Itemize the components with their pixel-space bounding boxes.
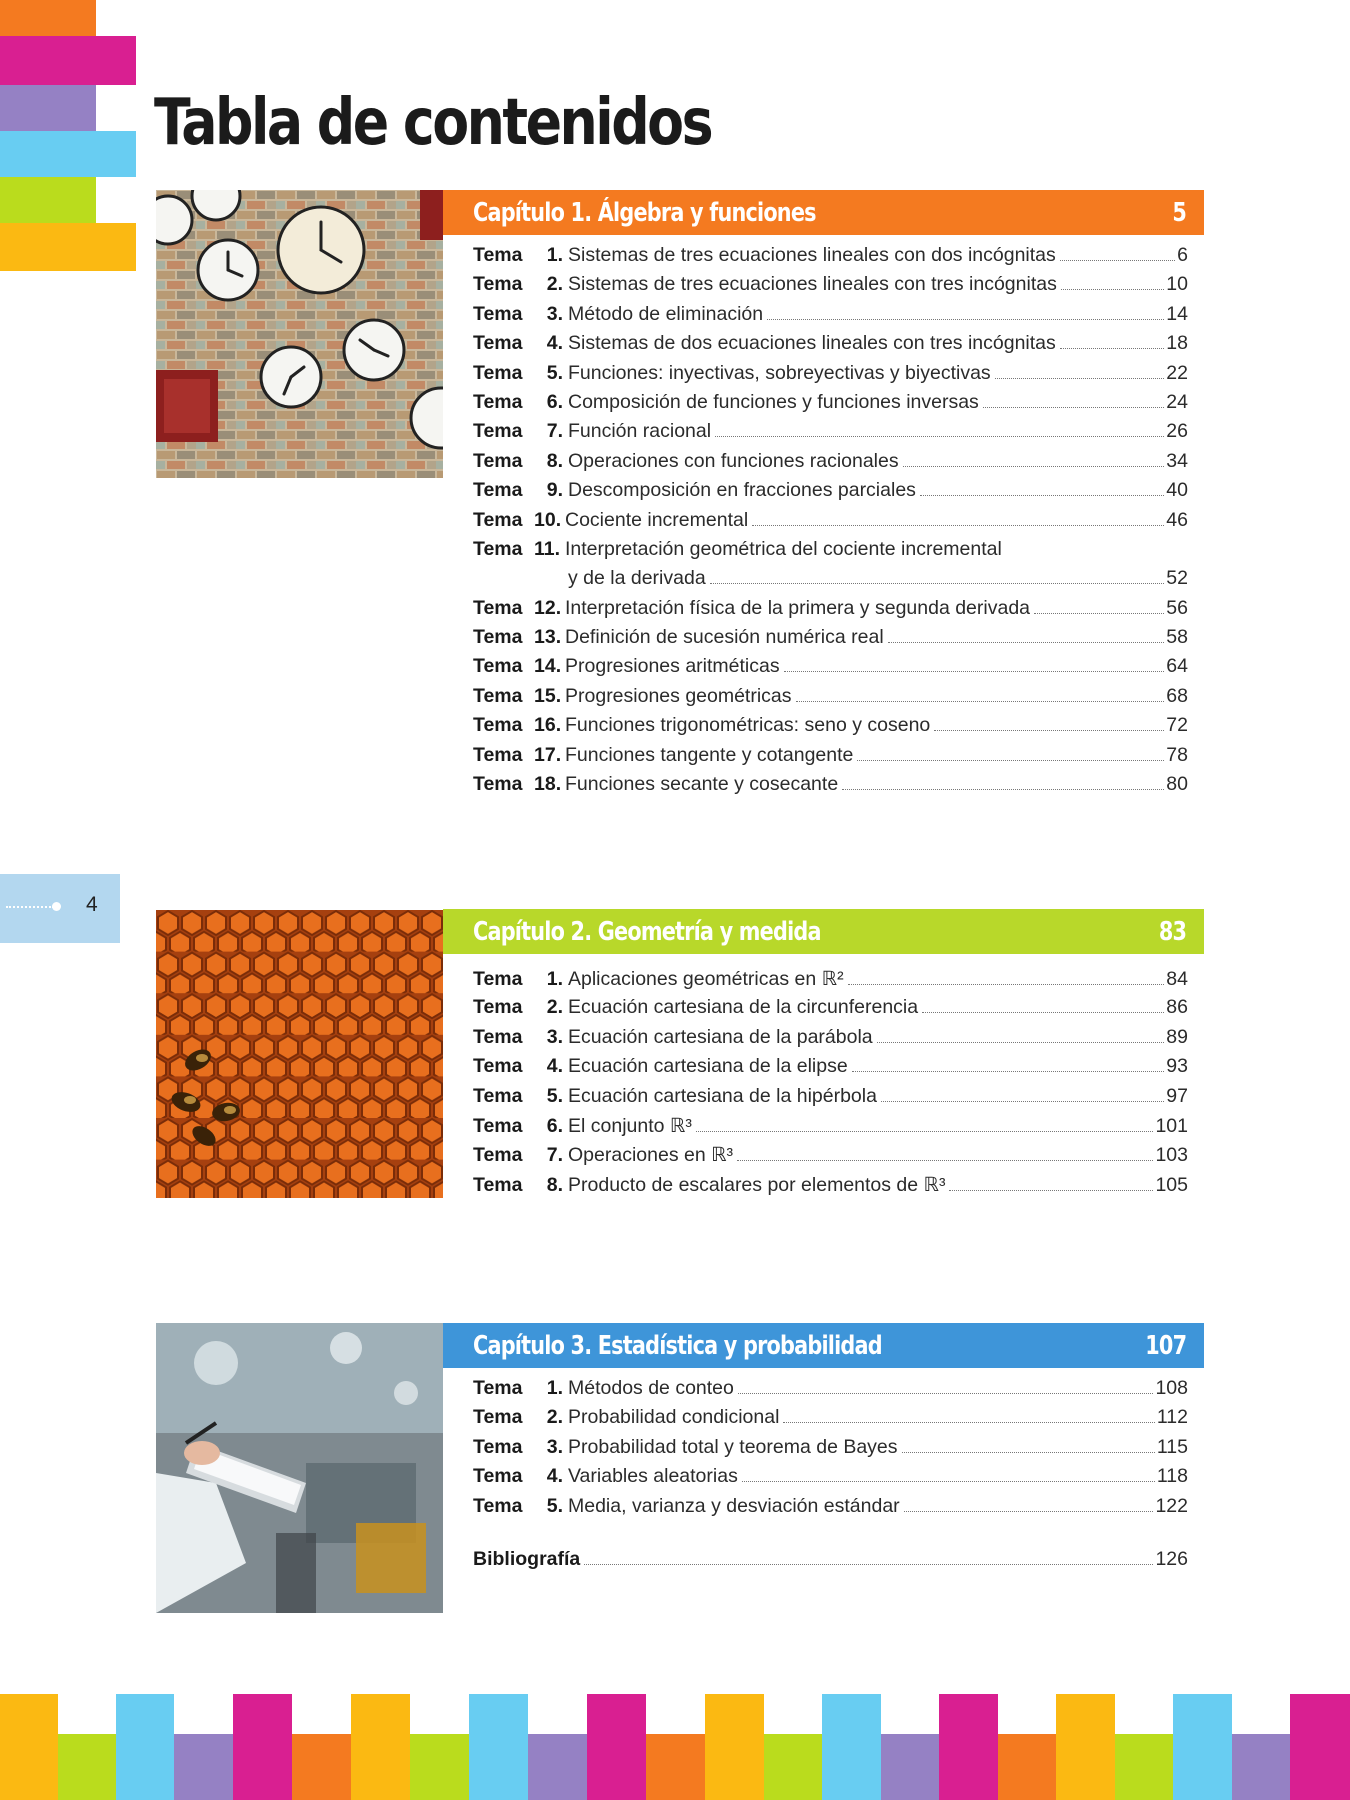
entry-title: El conjunto ℝ³ bbox=[568, 1114, 692, 1137]
entry-title: Ecuación cartesiana de la parábola bbox=[568, 1025, 873, 1048]
dot-leader bbox=[1060, 260, 1175, 261]
dot-leader bbox=[784, 671, 1165, 672]
entry-page: 118 bbox=[1156, 1465, 1188, 1488]
entry-number: 2. bbox=[546, 996, 563, 1019]
dot-leader bbox=[852, 1071, 1165, 1072]
entry-label: Tema bbox=[473, 390, 523, 413]
bibliography-label: Bibliografía bbox=[473, 1547, 581, 1570]
toc-entry[interactable] bbox=[473, 1114, 1188, 1143]
entry-number: 3. bbox=[546, 1025, 563, 1048]
person-writing-clipboard-photo bbox=[156, 1323, 443, 1613]
entry-label: Tema bbox=[473, 996, 523, 1019]
entry-title-continuation: y de la derivada bbox=[568, 567, 706, 590]
dot-leader bbox=[696, 1131, 1154, 1132]
entry-number: 9. bbox=[546, 479, 563, 502]
entry-title: Cociente incremental bbox=[565, 508, 749, 531]
entry-label: Tema bbox=[473, 1084, 523, 1107]
dot-leader bbox=[767, 319, 1164, 320]
wall-clocks-photo bbox=[156, 190, 443, 478]
entry-page: 101 bbox=[1155, 1114, 1188, 1137]
decor-stripe-lime bbox=[0, 177, 96, 223]
dot-leader bbox=[710, 583, 1165, 584]
entry-page: 18 bbox=[1166, 332, 1188, 355]
page-number-tab bbox=[0, 874, 120, 943]
entry-title: Ecuación cartesiana de la hipérbola bbox=[568, 1084, 877, 1107]
dot-leader bbox=[737, 1160, 1153, 1161]
page-number: 4 bbox=[86, 893, 98, 916]
toc-entry[interactable] bbox=[473, 450, 1188, 479]
dot-leader bbox=[877, 1042, 1165, 1043]
entry-label: Tema bbox=[473, 743, 523, 766]
toc-entry[interactable] bbox=[473, 744, 1188, 773]
bottom-block bbox=[292, 1734, 351, 1800]
honeycomb-bees-photo bbox=[156, 910, 443, 1198]
entry-number: 2. bbox=[546, 273, 563, 296]
entry-page: 86 bbox=[1166, 996, 1188, 1019]
dot-leader bbox=[949, 1190, 1153, 1191]
entry-label: Tema bbox=[473, 968, 523, 990]
toc-entry[interactable] bbox=[473, 1406, 1188, 1435]
entry-number: 6. bbox=[546, 390, 563, 413]
toc-entry[interactable] bbox=[473, 303, 1188, 332]
entry-page: 97 bbox=[1166, 1084, 1188, 1107]
dot-leader bbox=[796, 701, 1165, 702]
entry-page: 6 bbox=[1177, 244, 1188, 266]
entry-label: Tema bbox=[473, 1406, 523, 1429]
entry-title: Sistemas de tres ecuaciones lineales con tres incógnitas bbox=[568, 273, 1057, 296]
dot-leader bbox=[738, 1393, 1154, 1394]
page-tab-dotted-line bbox=[6, 906, 54, 908]
entry-page: 122 bbox=[1155, 1494, 1188, 1517]
entry-number: 5. bbox=[546, 1494, 563, 1517]
toc-entry[interactable] bbox=[473, 1143, 1188, 1172]
toc-entry[interactable] bbox=[473, 538, 1188, 567]
entry-label: Tema bbox=[473, 1377, 523, 1399]
chapter-1-header[interactable] bbox=[443, 190, 1204, 235]
bottom-block bbox=[646, 1734, 705, 1800]
chapter-page: 5 bbox=[1172, 197, 1186, 228]
entry-number: 11. bbox=[534, 537, 561, 560]
toc-entry[interactable] bbox=[473, 509, 1188, 538]
entry-number: 1. bbox=[546, 1377, 563, 1399]
entry-page: 72 bbox=[1166, 714, 1188, 737]
toc-entry[interactable] bbox=[473, 714, 1188, 743]
entry-title: Media, varianza y desviación estándar bbox=[568, 1494, 900, 1517]
entry-label: Tema bbox=[473, 596, 523, 619]
chapter-page: 83 bbox=[1158, 916, 1186, 947]
dot-leader bbox=[904, 1511, 1154, 1512]
entry-label: Tema bbox=[473, 626, 523, 649]
entry-label: Tema bbox=[473, 1055, 523, 1078]
dot-leader bbox=[1034, 613, 1164, 614]
toc-entry[interactable] bbox=[473, 1465, 1188, 1494]
entry-title: Definición de sucesión numérica real bbox=[565, 626, 884, 649]
entry-number: 1. bbox=[546, 968, 563, 990]
chapter-3-toc bbox=[473, 1377, 1188, 1577]
entry-page: 22 bbox=[1166, 361, 1188, 384]
dot-leader bbox=[903, 466, 1165, 467]
bottom-block bbox=[174, 1734, 233, 1800]
entry-title: Progresiones aritméticas bbox=[565, 655, 780, 678]
entry-number: 7. bbox=[546, 1144, 563, 1167]
entry-page: 115 bbox=[1156, 1435, 1188, 1458]
entry-label: Tema bbox=[473, 655, 523, 678]
toc-entry[interactable] bbox=[473, 479, 1188, 508]
entry-page: 52 bbox=[1166, 567, 1188, 590]
entry-page: 58 bbox=[1166, 626, 1188, 649]
bottom-block bbox=[1173, 1694, 1232, 1800]
entry-number: 10. bbox=[534, 508, 562, 531]
entry-title: Composición de funciones y funciones inversas bbox=[568, 390, 979, 413]
entry-label: Tema bbox=[473, 537, 523, 560]
entry-number: 13. bbox=[534, 626, 562, 649]
entry-title: Funciones tangente y cotangente bbox=[565, 743, 854, 766]
entry-title: Sistemas de tres ecuaciones lineales con dos incógnitas bbox=[568, 244, 1056, 266]
dot-leader bbox=[922, 1012, 1164, 1013]
decor-stripe-orange bbox=[0, 0, 96, 36]
toc-entry[interactable] bbox=[473, 626, 1188, 655]
entry-page: 10 bbox=[1166, 273, 1188, 296]
bottom-block bbox=[0, 1694, 58, 1800]
entry-page: 46 bbox=[1166, 508, 1188, 531]
toc-entry[interactable] bbox=[473, 597, 1188, 626]
dot-leader bbox=[995, 378, 1165, 379]
toc-entry[interactable] bbox=[473, 244, 1188, 273]
entry-number: 4. bbox=[546, 332, 563, 355]
entry-number: 3. bbox=[546, 302, 563, 325]
entry-title: Aplicaciones geométricas en ℝ² bbox=[568, 968, 844, 990]
chapter-page: 107 bbox=[1144, 1330, 1186, 1361]
entry-page: 103 bbox=[1155, 1144, 1188, 1167]
bottom-block bbox=[410, 1734, 469, 1800]
entry-number: 18. bbox=[534, 773, 562, 796]
bottom-block bbox=[764, 1734, 822, 1800]
dot-leader bbox=[783, 1422, 1155, 1423]
entry-label: Tema bbox=[473, 1494, 523, 1517]
toc-entry[interactable] bbox=[473, 1055, 1188, 1084]
page-tab-dot bbox=[52, 902, 61, 911]
entry-title: Operaciones en ℝ³ bbox=[568, 1144, 734, 1167]
bottom-block bbox=[1290, 1694, 1350, 1800]
dot-leader bbox=[842, 789, 1164, 790]
entry-page: 108 bbox=[1155, 1377, 1188, 1399]
entry-title: Métodos de conteo bbox=[568, 1377, 734, 1399]
toc-entry[interactable] bbox=[473, 655, 1188, 684]
entry-title: Descomposición en fracciones parciales bbox=[568, 479, 916, 502]
entry-title: Funciones: inyectivas, sobreyectivas y biyectivas bbox=[568, 361, 991, 384]
toc-entry[interactable] bbox=[473, 1026, 1188, 1055]
entry-title: Producto de escalares por elementos de ℝ³ bbox=[568, 1173, 946, 1196]
bibliography-entry[interactable] bbox=[473, 1548, 1188, 1577]
entry-title: Progresiones geométricas bbox=[565, 684, 792, 707]
decor-stripe-yellow bbox=[0, 223, 136, 271]
bottom-block bbox=[1056, 1694, 1115, 1800]
toc-entry[interactable] bbox=[473, 1495, 1188, 1524]
bottom-block bbox=[1232, 1734, 1290, 1800]
entry-number: 5. bbox=[546, 1084, 563, 1107]
entry-number: 8. bbox=[546, 449, 563, 472]
dot-leader bbox=[1061, 289, 1164, 290]
bottom-block bbox=[822, 1694, 881, 1800]
toc-entry[interactable] bbox=[473, 1377, 1188, 1406]
entry-label: Tema bbox=[473, 361, 523, 384]
entry-label: Tema bbox=[473, 244, 523, 266]
entry-title: Interpretación física de la primera y segunda derivada bbox=[565, 596, 1031, 619]
entry-page: 112 bbox=[1156, 1406, 1188, 1429]
entry-label: Tema bbox=[473, 714, 523, 737]
entry-title: Funciones trigonométricas: seno y coseno bbox=[565, 714, 931, 737]
entry-page: 80 bbox=[1166, 773, 1188, 796]
bottom-block bbox=[528, 1734, 587, 1800]
bottom-block bbox=[233, 1694, 292, 1800]
entry-title: Método de eliminación bbox=[568, 302, 764, 325]
entry-label: Tema bbox=[473, 508, 523, 531]
bottom-block bbox=[939, 1694, 998, 1800]
entry-page: 56 bbox=[1166, 596, 1188, 619]
dot-leader bbox=[881, 1101, 1164, 1102]
toc-entry[interactable] bbox=[473, 685, 1188, 714]
toc-entry[interactable] bbox=[473, 273, 1188, 302]
entry-label: Tema bbox=[473, 1465, 523, 1488]
entry-title: Probabilidad total y teorema de Bayes bbox=[568, 1435, 898, 1458]
entry-label: Tema bbox=[473, 1173, 523, 1196]
toc-entry[interactable] bbox=[473, 362, 1188, 391]
bottom-block bbox=[351, 1694, 410, 1800]
toc-entry[interactable] bbox=[473, 1085, 1188, 1114]
entry-title: Funciones secante y cosecante bbox=[565, 773, 839, 796]
entry-page: 105 bbox=[1155, 1173, 1188, 1196]
entry-title: Variables aleatorias bbox=[568, 1465, 738, 1488]
toc-entry[interactable] bbox=[473, 967, 1188, 996]
bottom-block bbox=[469, 1694, 528, 1800]
dot-leader bbox=[715, 436, 1164, 437]
toc-entry[interactable] bbox=[473, 332, 1188, 361]
chapter-2-toc bbox=[473, 967, 1188, 1202]
entry-label: Tema bbox=[473, 302, 523, 325]
entry-page: 14 bbox=[1166, 302, 1188, 325]
entry-number: 4. bbox=[546, 1055, 563, 1078]
entry-page: 34 bbox=[1166, 449, 1188, 472]
entry-number: 5. bbox=[546, 361, 563, 384]
entry-number: 17. bbox=[534, 743, 562, 766]
chapter-title: Capítulo 1. Álgebra y funciones bbox=[473, 197, 816, 228]
entry-number: 14. bbox=[534, 655, 562, 678]
entry-label: Tema bbox=[473, 684, 523, 707]
entry-title: Operaciones con funciones racionales bbox=[568, 449, 899, 472]
entry-number: 7. bbox=[546, 420, 563, 443]
toc-entry[interactable] bbox=[473, 773, 1188, 802]
entry-page: 89 bbox=[1166, 1025, 1188, 1048]
entry-label: Tema bbox=[473, 1144, 523, 1167]
dot-leader bbox=[742, 1481, 1155, 1482]
chapter-1-toc bbox=[473, 244, 1188, 802]
bottom-block bbox=[587, 1694, 646, 1800]
bottom-block bbox=[998, 1734, 1056, 1800]
bottom-decor-bar bbox=[0, 1694, 1350, 1800]
entry-page: 93 bbox=[1166, 1055, 1188, 1078]
entry-label: Tema bbox=[473, 1435, 523, 1458]
dot-leader bbox=[752, 525, 1164, 526]
dot-leader bbox=[1060, 348, 1165, 349]
entry-label: Tema bbox=[473, 273, 523, 296]
entry-number: 6. bbox=[546, 1114, 563, 1137]
entry-number: 4. bbox=[546, 1465, 563, 1488]
toc-entry-continuation[interactable] bbox=[473, 567, 1188, 596]
chapter-3-header[interactable] bbox=[443, 1323, 1204, 1368]
chapter-title: Capítulo 2. Geometría y medida bbox=[473, 916, 821, 947]
entry-number: 2. bbox=[546, 1406, 563, 1429]
dot-leader bbox=[920, 495, 1164, 496]
dot-leader bbox=[848, 984, 1165, 985]
bottom-block bbox=[58, 1734, 116, 1800]
entry-page: 26 bbox=[1166, 420, 1188, 443]
decor-stripe-magenta bbox=[0, 36, 136, 85]
toc-entry[interactable] bbox=[473, 420, 1188, 449]
bibliography-page: 126 bbox=[1155, 1547, 1188, 1570]
entry-page: 68 bbox=[1166, 684, 1188, 707]
dot-leader bbox=[902, 1452, 1155, 1453]
entry-title: Ecuación cartesiana de la elipse bbox=[568, 1055, 848, 1078]
entry-label: Tema bbox=[473, 1114, 523, 1137]
entry-page: 40 bbox=[1166, 479, 1188, 502]
entry-page: 84 bbox=[1166, 968, 1188, 990]
entry-number: 1. bbox=[546, 244, 563, 266]
dot-leader bbox=[584, 1564, 1153, 1565]
entry-label: Tema bbox=[473, 332, 523, 355]
entry-label: Tema bbox=[473, 479, 523, 502]
entry-label: Tema bbox=[473, 449, 523, 472]
entry-number: 3. bbox=[546, 1435, 563, 1458]
entry-label: Tema bbox=[473, 1025, 523, 1048]
entry-number: 15. bbox=[534, 684, 562, 707]
bottom-block bbox=[116, 1694, 174, 1800]
entry-title: Probabilidad condicional bbox=[568, 1406, 780, 1429]
entry-label: Tema bbox=[473, 420, 523, 443]
toc-entry[interactable] bbox=[473, 391, 1188, 420]
chapter-2-header[interactable] bbox=[443, 909, 1204, 954]
toc-entry[interactable] bbox=[473, 996, 1188, 1025]
entry-number: 16. bbox=[534, 714, 562, 737]
dot-leader bbox=[888, 642, 1165, 643]
dot-leader bbox=[983, 407, 1164, 408]
toc-entry[interactable] bbox=[473, 1436, 1188, 1465]
entry-title: Sistemas de dos ecuaciones lineales con tres incógnitas bbox=[568, 332, 1056, 355]
page-title: Tabla de contenidos bbox=[154, 86, 712, 160]
entry-number: 12. bbox=[534, 596, 562, 619]
dot-leader bbox=[857, 760, 1164, 761]
entry-page: 78 bbox=[1166, 743, 1188, 766]
decor-stripe-sky bbox=[0, 131, 136, 177]
entry-label: Tema bbox=[473, 773, 523, 796]
entry-title: Función racional bbox=[568, 420, 712, 443]
bottom-block bbox=[705, 1694, 764, 1800]
chapter-title: Capítulo 3. Estadística y probabilidad bbox=[473, 1330, 882, 1361]
entry-number: 8. bbox=[546, 1173, 563, 1196]
entry-page: 64 bbox=[1166, 655, 1188, 678]
entry-title: Ecuación cartesiana de la circunferencia bbox=[568, 996, 919, 1019]
dot-leader bbox=[934, 730, 1164, 731]
entry-page: 24 bbox=[1166, 390, 1188, 413]
entry-title: Interpretación geométrica del cociente incremental bbox=[565, 537, 1002, 560]
toc-entry[interactable] bbox=[473, 1173, 1188, 1202]
decor-stripe-purple bbox=[0, 85, 96, 131]
bottom-block bbox=[881, 1734, 939, 1800]
bottom-block bbox=[1115, 1734, 1173, 1800]
